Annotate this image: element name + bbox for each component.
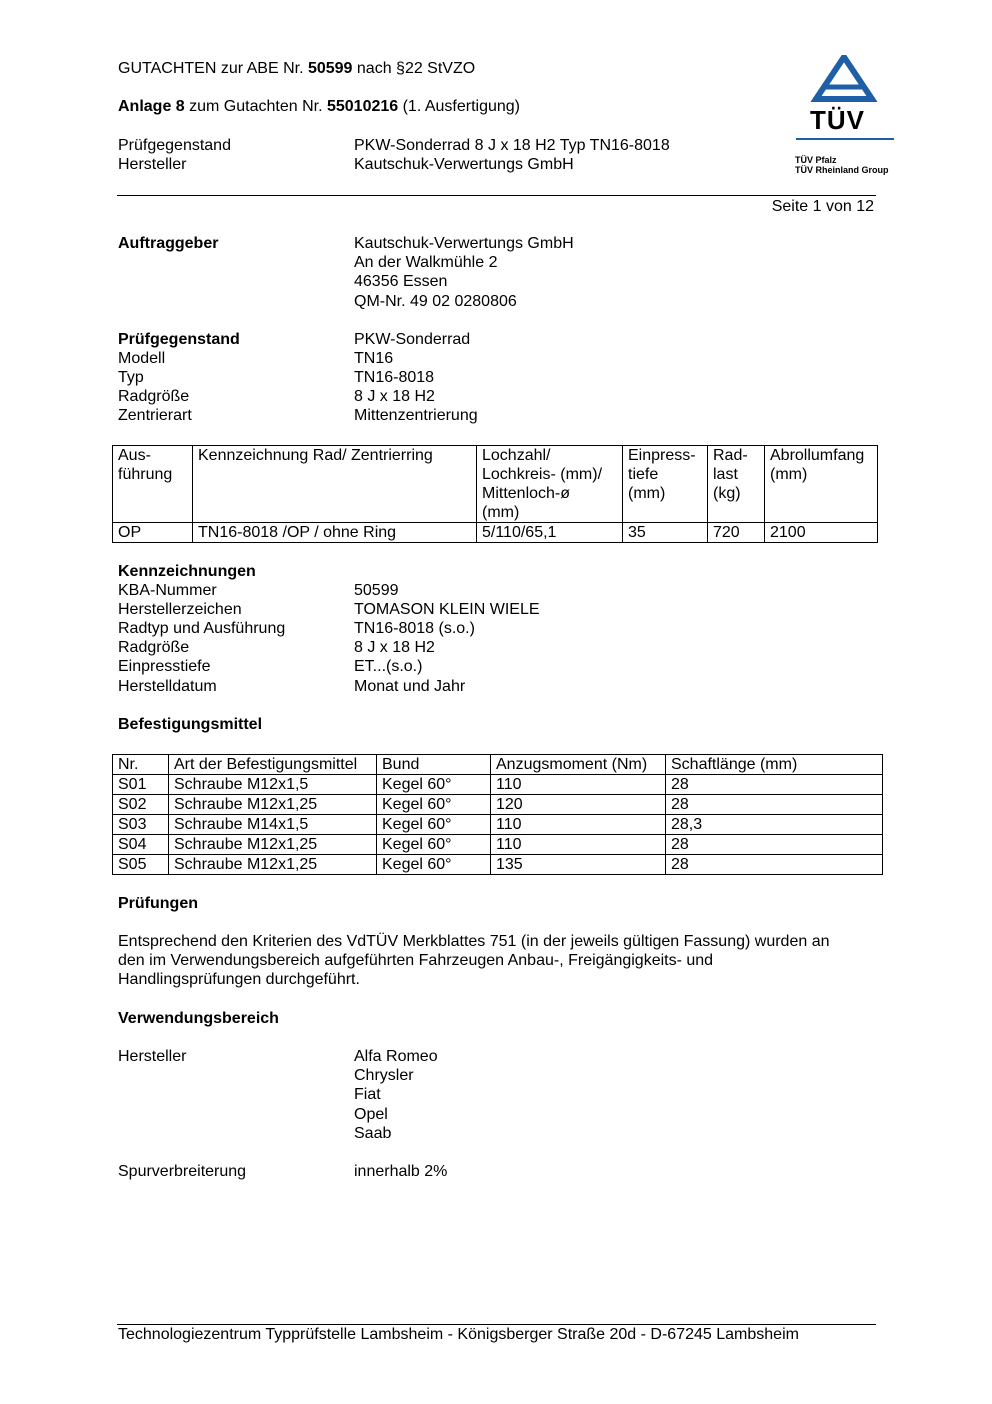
table-header-row [113, 755, 883, 775]
table-header-cell: Schaftlänge (mm) [666, 755, 883, 775]
table-cell: 110 [491, 815, 666, 835]
auftraggeber-label: Auftraggeber [118, 235, 219, 252]
table-cell: Kegel 60° [377, 835, 491, 855]
table-cell: S03 [113, 815, 169, 835]
table-header-cell: Anzugsmoment (Nm) [491, 755, 666, 775]
table-header-cell: Lochzahl/ Lochkreis- (mm)/ Mittenloch-ø (mm) [477, 446, 623, 523]
befestigung-table [112, 754, 883, 875]
vb-hersteller-label: Hersteller [118, 1048, 187, 1065]
table-cell: Schraube M12x1,25 [169, 855, 377, 875]
table-cell: Kegel 60° [377, 795, 491, 815]
vb-hersteller-list [354, 1047, 438, 1143]
table-cell: S05 [113, 855, 169, 875]
table-row [113, 775, 883, 795]
table-cell: 35 [623, 523, 708, 543]
table-cell: Schraube M12x1,25 [169, 835, 377, 855]
table-cell: 28 [666, 775, 883, 795]
table-cell: 2100 [765, 523, 878, 543]
table-row [113, 523, 878, 543]
header-title: GUTACHTEN zur ABE Nr. 50599 nach §22 StVZO [118, 60, 476, 77]
table-cell: Schraube M14x1,5 [169, 815, 377, 835]
logo-line2: TÜV Rheinland Group [795, 165, 889, 175]
list-item: Saab [354, 1124, 392, 1142]
table-header-cell: Nr. [113, 755, 169, 775]
table-header-cell: Abrollumfang (mm) [765, 446, 878, 523]
table-cell: 110 [491, 835, 666, 855]
list-item: Alfa Romeo [354, 1048, 438, 1065]
table-cell: Schraube M12x1,5 [169, 775, 377, 795]
table-header-cell: Bund [377, 755, 491, 775]
table-header-cell: Rad- last (kg) [708, 446, 765, 523]
verwendungsbereich-title: Verwendungsbereich [118, 1010, 279, 1027]
table-cell: 110 [491, 775, 666, 795]
header-anlage: Anlage 8 zum Gutachten Nr. 55010216 (1. Ausfertigung) [118, 98, 520, 115]
table-header-row [113, 446, 878, 523]
table-cell: 5/110/65,1 [477, 523, 623, 543]
tuv-logo [792, 55, 896, 177]
list-item: Chrysler [354, 1067, 414, 1085]
table-cell: S04 [113, 835, 169, 855]
tuv-brand: TÜV [810, 105, 865, 135]
table-cell: 28 [666, 855, 883, 875]
table-row [113, 855, 883, 875]
table-cell: 720 [708, 523, 765, 543]
table-row [113, 795, 883, 815]
table-cell: 28 [666, 795, 883, 815]
table-header-cell: Art der Befestigungsmittel [169, 755, 377, 775]
list-item: Opel [354, 1105, 388, 1123]
table-cell: Kegel 60° [377, 855, 491, 875]
kennzeichnungen-title: Kennzeichnungen [118, 563, 256, 580]
table-cell: S02 [113, 795, 169, 815]
table-cell: Kegel 60° [377, 775, 491, 795]
table-cell: 28,3 [666, 815, 883, 835]
table-cell: Schraube M12x1,25 [169, 795, 377, 815]
table-header-cell: Einpress- tiefe (mm) [623, 446, 708, 523]
pruefungen-text: Entsprechend den Kriterien des VdTÜV Merkblattes 751 (in der jeweils gültigen Fassung) wurden an den im Verwendungsbereich aufgeführten Fahrzeugen Anbau-, Freigängigkeits- und Handlingsprüfungen durchgeführt. [118, 933, 830, 989]
logo-divider [796, 138, 894, 140]
table-header-cell: Kennzeichnung Rad/ Zentrierring [193, 446, 477, 523]
table-row [113, 815, 883, 835]
table-cell: 28 [666, 835, 883, 855]
list-item: Fiat [354, 1086, 381, 1104]
pruefungen-title: Prüfungen [118, 895, 198, 912]
logo-line1: TÜV Pfalz [795, 155, 837, 165]
befestigung-title: Befestigungsmittel [118, 716, 263, 733]
tuv-triangle-icon [792, 55, 896, 107]
table-cell: 120 [491, 795, 666, 815]
footer-address: Technologiezentrum Typprüfstelle Lambsheim - Königsberger Straße 20d - D-67245 Lambsheim [118, 1326, 799, 1343]
table-cell: S01 [113, 775, 169, 795]
rad-table [112, 445, 878, 543]
table-cell: TN16-8018 /OP / ohne Ring [193, 523, 477, 543]
table-cell: OP [113, 523, 193, 543]
table-cell: 135 [491, 855, 666, 875]
table-row [113, 835, 883, 855]
page-number: Seite 1 von 12 [771, 198, 874, 215]
table-cell: Kegel 60° [377, 815, 491, 835]
auftraggeber-address: Kautschuk-Verwertungs GmbH An der Walkmühle 2 46356 Essen QM-Nr. 49 02 0280806 [354, 235, 574, 310]
header-divider [117, 195, 876, 196]
table-header-cell: Aus- führung [113, 446, 193, 523]
